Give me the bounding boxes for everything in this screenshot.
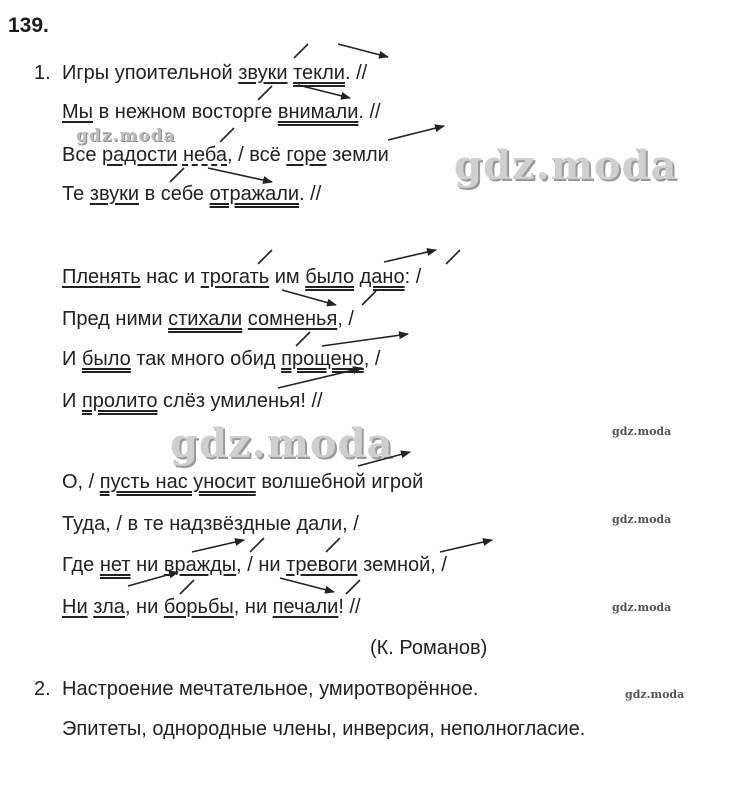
text: слёз умиленья! // xyxy=(157,390,323,412)
accent-tick xyxy=(446,250,460,264)
text: Те xyxy=(62,183,90,205)
accent-tick xyxy=(294,44,308,58)
accent-tick xyxy=(258,250,272,264)
text: . // xyxy=(299,183,322,205)
accent-tick xyxy=(362,291,376,305)
watermark-small: gdz.moda xyxy=(612,601,672,614)
watermark-large: gdz.moda xyxy=(454,142,678,189)
text: , / xyxy=(363,348,381,370)
text: , / всё xyxy=(227,144,287,166)
exercise-number: 139. xyxy=(8,14,49,37)
subject-word: звуки xyxy=(238,62,288,84)
text: , ни xyxy=(124,596,164,618)
text: земной, / xyxy=(357,554,447,576)
subject-word: сомненья xyxy=(247,308,338,330)
text: в нежном восторге xyxy=(93,101,278,123)
subject-word: борьбы xyxy=(163,596,234,618)
accent-tick xyxy=(250,538,264,552)
watermark-small: gdz.moda xyxy=(612,513,672,526)
text: , / ни xyxy=(236,554,287,576)
arrow-mark xyxy=(298,85,350,98)
text: Все xyxy=(62,144,103,166)
text: Где xyxy=(62,554,100,576)
text: . // xyxy=(344,62,368,84)
subject-word: Ни xyxy=(62,596,88,618)
predicate-word: пролито xyxy=(81,390,158,412)
predicate-word: стихали xyxy=(168,308,243,330)
text: так много обид xyxy=(130,348,282,370)
subject-word: тревоги xyxy=(286,554,358,576)
arrow-mark xyxy=(440,540,492,552)
text: ! // xyxy=(338,596,361,618)
text: И xyxy=(62,348,82,370)
arrow-mark xyxy=(338,44,388,57)
predicate-word: текли xyxy=(293,62,345,84)
predicate-word: было xyxy=(81,348,131,370)
subject-word: Мы xyxy=(62,101,94,123)
watermark-medium: gdz.moda xyxy=(76,126,176,146)
accent-tick xyxy=(296,332,310,346)
text: , ни xyxy=(233,596,273,618)
arrow-mark xyxy=(278,368,362,388)
watermark-small: gdz.moda xyxy=(625,688,685,701)
arrow-mark xyxy=(282,290,336,305)
text: нас и xyxy=(140,266,201,288)
attribute-word: неба xyxy=(182,144,228,166)
text: Игры упоительной xyxy=(62,62,239,84)
accent-tick xyxy=(258,86,272,100)
text: земли xyxy=(326,144,389,166)
text: И xyxy=(62,390,82,412)
predicate-word: дано xyxy=(359,266,405,288)
arrow-mark xyxy=(280,578,334,592)
text: ни xyxy=(130,554,164,576)
predicate-word: пусть нас уносит xyxy=(99,471,256,493)
part2-number: 2. xyxy=(34,678,51,700)
mood-line: Настроение мечтательное, умиротворённое. xyxy=(62,678,479,700)
accent-tick xyxy=(170,168,184,182)
text: , / xyxy=(337,308,354,330)
watermark-large: gdz.moda xyxy=(170,420,394,467)
arrow-mark xyxy=(388,126,444,140)
subject-word: горе xyxy=(286,144,327,166)
predicate-word: нет xyxy=(99,554,131,576)
subject-word: вражды xyxy=(163,554,237,576)
predicate-word: внимали xyxy=(277,101,359,123)
predicate-word: было xyxy=(305,266,355,288)
arrow-mark xyxy=(384,250,436,262)
accent-tick xyxy=(346,580,360,594)
accent-tick xyxy=(180,580,194,594)
subject-word: зла xyxy=(93,596,125,618)
subject-word: звуки xyxy=(89,183,140,205)
predicate-word: отражали xyxy=(209,183,300,205)
arrow-mark xyxy=(358,452,410,466)
subject-word: радости xyxy=(102,144,178,166)
watermark-small: gdz.moda xyxy=(612,425,672,438)
text: в себе xyxy=(139,183,210,205)
part1-number: 1. xyxy=(34,62,51,84)
arrow-mark xyxy=(128,572,178,586)
predicate-word: прощено xyxy=(281,348,364,370)
text: . // xyxy=(358,101,381,123)
arrow-mark xyxy=(192,540,244,552)
text: О, / xyxy=(62,471,100,493)
text: им xyxy=(269,266,306,288)
subject-word: Пленять xyxy=(62,266,141,288)
devices-line: Эпитеты, однородные члены, инверсия, неполногласие. xyxy=(62,718,586,740)
subject-word: печали xyxy=(272,596,339,618)
accent-tick xyxy=(220,128,234,142)
arrow-mark xyxy=(322,334,408,346)
poem-author: (К. Романов) xyxy=(370,637,488,659)
arrow-mark xyxy=(208,168,272,182)
text: Пред ними xyxy=(62,308,169,330)
subject-word: трогать xyxy=(200,266,270,288)
text: : / xyxy=(404,266,422,288)
text: волшебной игрой xyxy=(255,471,424,493)
text: Туда, / в те надзвёздные дали, / xyxy=(62,513,359,535)
accent-tick xyxy=(326,538,340,552)
